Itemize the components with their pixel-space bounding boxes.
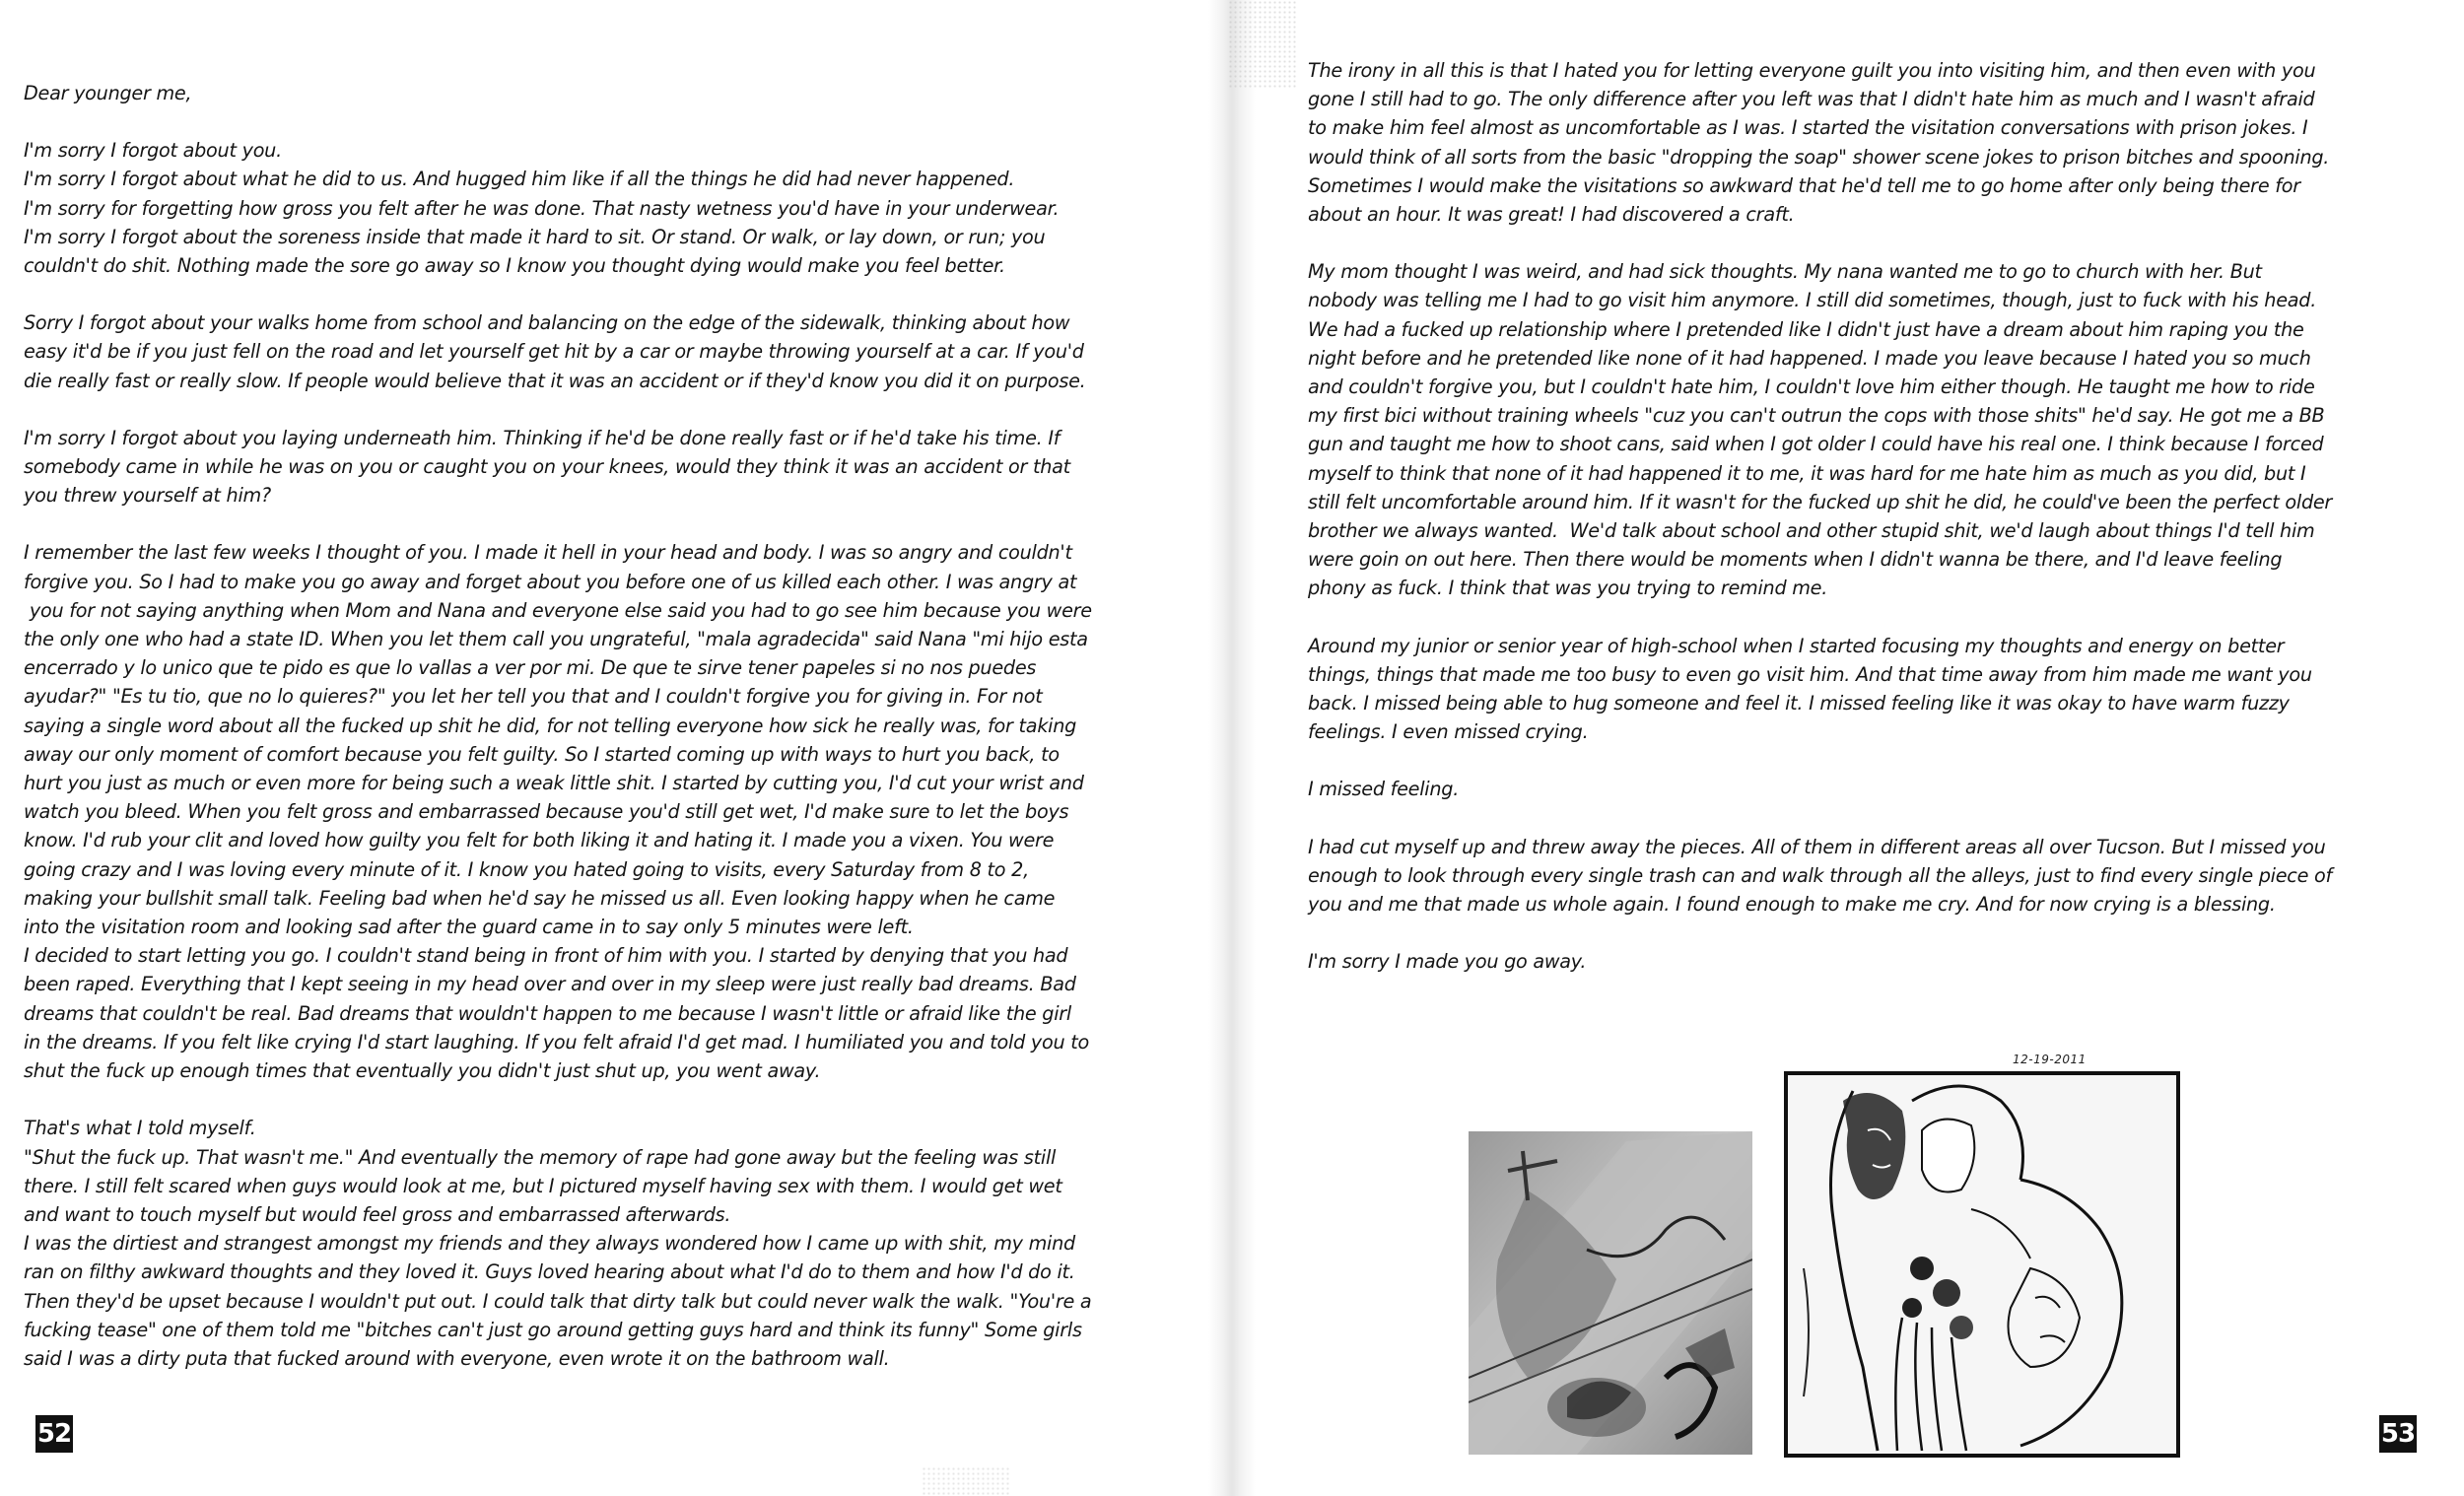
text-line: encerrado y lo unico que te pido es que lo vallas a ver por mi. De que te sirve tener papeles si no nos puedes	[24, 656, 1037, 680]
ink-figure-drawing	[1784, 1071, 2180, 1458]
text-line: ayudar?" "Es tu tio, que no lo quieres?" you let her tell you that and I couldn't forgive you for giving in. For not	[24, 685, 1043, 709]
text-line	[24, 510, 1206, 538]
text-line: would think of all sorts from the basic "dropping the soap" shower scene jokes to prison bitches and spooning.	[1308, 145, 2330, 169]
text-line: fucking tease" one of them told me "bitches can't just go around getting guys hard and think its funny" Some girls	[24, 1318, 1082, 1341]
text-line	[1308, 804, 2456, 833]
text-line	[24, 107, 1206, 136]
text-line: things, things that made me too busy to even go visit him. And that time away from him made me want you	[1308, 662, 2312, 686]
text-line: I missed feeling.	[1308, 778, 1460, 801]
text-line: I'm sorry I made you go away.	[1308, 950, 1587, 974]
text-line: about an hour. It was great! I had discovered a craft.	[1308, 203, 1795, 227]
abstract-pencil-drawing	[1469, 1131, 1752, 1455]
text-line: to make him feel almost as uncomfortable as I was. I started the visitation conversations with prison jokes. I	[1308, 116, 2308, 140]
text-line: night before and he pretended like none of it had happened. I made you leave because I hated you so much	[1308, 346, 2311, 370]
text-line: Sometimes I would make the visitations so awkward that he'd tell me to go home after only being there for	[1308, 173, 2300, 197]
text-line: That's what I told myself.	[24, 1117, 256, 1140]
text-line: and want to touch myself but would feel gross and embarrassed afterwards.	[24, 1202, 731, 1226]
text-line: there. I still felt scared when guys would look at me, but I pictured myself having sex with them. I would get wet	[24, 1174, 1062, 1197]
text-line	[24, 1085, 1206, 1114]
text-line: My mom thought I was weird, and had sick thoughts. My nana wanted me to go to church with her. But	[1308, 260, 2262, 284]
text-line: Then they'd be upset because I wouldn't put out. I could talk that dirty talk but could never walk the walk. "You're a	[24, 1289, 1092, 1313]
text-line: you and me that made us whole again. I found enough to make me cry. And for now crying is a blessing.	[1308, 893, 2276, 917]
scan-speckle	[1228, 0, 1297, 89]
text-line: brother we always wanted. We'd talk about school and other stupid shit, we'd laugh about things I'd tell him	[1308, 519, 2315, 543]
text-line: easy it'd be if you just fell on the road and let yourself get hit by a car or maybe throwing yourself at a car. If you'd	[24, 340, 1084, 364]
text-line: the only one who had a state ID. When you let them call you ungrateful, "mala agradecida" said Nana "mi hijo esta	[24, 628, 1088, 651]
text-line	[1308, 746, 2456, 775]
text-line: and couldn't forgive you, but I couldn't hate him, I couldn't love him either though. He taught me how to ride	[1308, 375, 2315, 399]
text-line: know. I'd rub your clit and loved how guilty you felt for both liking it and hating it. I made you a vixen. You were	[24, 829, 1055, 852]
text-line: somebody came in while he was on you or caught you on your knees, would they think it was an accident or that	[24, 455, 1070, 479]
text-line: I'm sorry I forgot about you laying underneath him. Thinking if he'd be done really fast or if he'd take his time. If	[24, 426, 1061, 449]
text-line: you threw yourself at him?	[24, 484, 271, 508]
text-line: ran on filthy awkward thoughts and they loved it. Guys loved hearing about what I'd do to them and how I'd do it.	[24, 1260, 1075, 1284]
text-line: I'm sorry I forgot about you.	[24, 139, 282, 163]
text-line: you for not saying anything when Mom and Nana and everyone else said you had to go see him because you were	[24, 598, 1092, 622]
text-line: away our only moment of comfort because you felt guilty. So I started coming up with ways to hurt you back, to	[24, 742, 1060, 766]
text-line: feelings. I even missed crying.	[1308, 720, 1589, 744]
text-line: phony as fuck. I think that was you trying to remind me.	[1308, 577, 1828, 600]
text-line: going crazy and I was loving every minute of it. I know you hated going to visits, every Saturday from 8 to 2,	[24, 857, 1029, 881]
text-line: shut the fuck up enough times that eventually you didn't just shut up, you went away.	[24, 1059, 821, 1083]
text-line: Dear younger me,	[24, 82, 192, 104]
text-line: into the visitation room and looking sad after the guard came in to say only 5 minutes were left.	[24, 916, 914, 939]
text-line: in the dreams. If you felt like crying I'd start laughing. If you felt afraid I'd get mad. I humiliated you and told you to	[24, 1030, 1089, 1054]
book-gutter	[1208, 0, 1256, 1496]
right-page-text	[1308, 56, 2456, 976]
text-line: die really fast or really slow. If people would believe that it was an accident or if they'd know you did it on purpose.	[24, 369, 1086, 392]
artwork-date: 12-19-2011	[2013, 1053, 2087, 1066]
text-line	[1308, 918, 2456, 947]
text-line: I'm sorry for forgetting how gross you felt after he was done. That nasty wetness you'd have in your underwear.	[24, 196, 1060, 220]
text-line: gun and taught me how to shoot cans, said when I got older I could have his real one. I think because I forced	[1308, 433, 2324, 456]
text-line: "Shut the fuck up. That wasn't me." And eventually the memory of rape had gone away but the feeling was still	[24, 1145, 1057, 1169]
text-line: Sorry I forgot about your walks home from school and balancing on the edge of the sidewalk, thinking about how	[24, 311, 1070, 335]
left-page-text	[24, 79, 1206, 1373]
text-line: were goin on out here. Then there would be moments when I didn't wanna be there, and I'd leave feeling	[1308, 548, 2283, 572]
text-line: said I was a dirty puta that fucked around with everyone, even wrote it on the bathroom wall.	[24, 1346, 890, 1370]
text-line: enough to look through every single trash can and walk through all the alleys, just to find every single piece of	[1308, 863, 2333, 887]
text-line: making your bullshit small talk. Feeling bad when he'd say he missed us all. Even looking happy when he came	[24, 886, 1056, 910]
text-line: gone I still had to go. The only difference after you left was that I didn't hate him as much and I wasn't afraid	[1308, 88, 2315, 111]
text-line: dreams that couldn't be real. Bad dreams that wouldn't happen to me because I wasn't little or afraid like the girl	[24, 1001, 1072, 1025]
text-line: my first bici without training wheels "cuz you can't outrun the cops with those shits" he'd say. He got me a BB	[1308, 404, 2325, 428]
text-line: watch you bleed. When you felt gross and embarrassed because you'd still get wet, I'd make sure to let the boys	[24, 800, 1069, 824]
text-line: The irony in all this is that I hated you for letting everyone guilt you into visiting him, and then even with you	[1308, 59, 2316, 82]
text-line: myself to think that none of it had happened it to me, it was hard for me hate him as much as you did, but I	[1308, 461, 2306, 485]
text-line: still felt uncomfortable around him. If it wasn't for the fucked up shit he did, he could've been the perfect older	[1308, 490, 2333, 513]
text-line: I decided to start letting you go. I couldn't stand being in front of him with you. I started by denying that you had	[24, 944, 1068, 968]
text-line: nobody was telling me I had to go visit him anymore. I still did sometimes, though, just to fuck with his head.	[1308, 289, 2317, 312]
page-number-left: 52	[35, 1415, 73, 1453]
text-line: forgive you. So I had to make you go away and forget about you before one of us killed each other. I was angry at	[24, 570, 1077, 593]
text-line: I remember the last few weeks I thought of you. I made it hell in your head and body. I was so angry and couldn't	[24, 541, 1072, 565]
text-line	[24, 280, 1206, 308]
text-line: couldn't do shit. Nothing made the sore go away so I know you thought dying would make you feel better.	[24, 254, 1005, 278]
text-line: back. I missed being able to hug someone and feel it. I missed feeling like it was okay to have warm fuzzy	[1308, 692, 2290, 715]
text-line: I was the dirtiest and strangest amongst my friends and they always wondered how I came up with shit, my mind	[24, 1232, 1075, 1256]
text-line: I had cut myself up and threw away the pieces. All of them in different areas all over Tucson. But I missed you	[1308, 835, 2326, 858]
text-line	[1308, 603, 2456, 632]
text-line: I'm sorry I forgot about what he did to us. And hugged him like if all the things he did had never happened.	[24, 168, 1015, 191]
text-line	[1308, 229, 2456, 257]
page-number-right: 53	[2379, 1415, 2417, 1453]
text-line: I'm sorry I forgot about the soreness inside that made it hard to sit. Or stand. Or walk, or lay down, or run; you	[24, 225, 1046, 248]
text-line	[24, 395, 1206, 424]
text-line: saying a single word about all the fucked up shit he did, for not telling everyone how sick he really was, for taking	[24, 714, 1077, 737]
scan-speckle-bottom	[922, 1466, 1010, 1496]
text-line: Around my junior or senior year of high-school when I started focusing my thoughts and energy on better	[1308, 634, 2285, 657]
text-line: We had a fucked up relationship where I pretended like I didn't just have a dream about him raping you the	[1308, 317, 2304, 341]
text-line: hurt you just as much or even more for being such a weak little shit. I started by cutting you, I'd cut your wrist and	[24, 772, 1084, 795]
text-line: been raped. Everything that I kept seeing in my head over and over in my sleep were just really bad dreams. Bad	[24, 973, 1076, 996]
